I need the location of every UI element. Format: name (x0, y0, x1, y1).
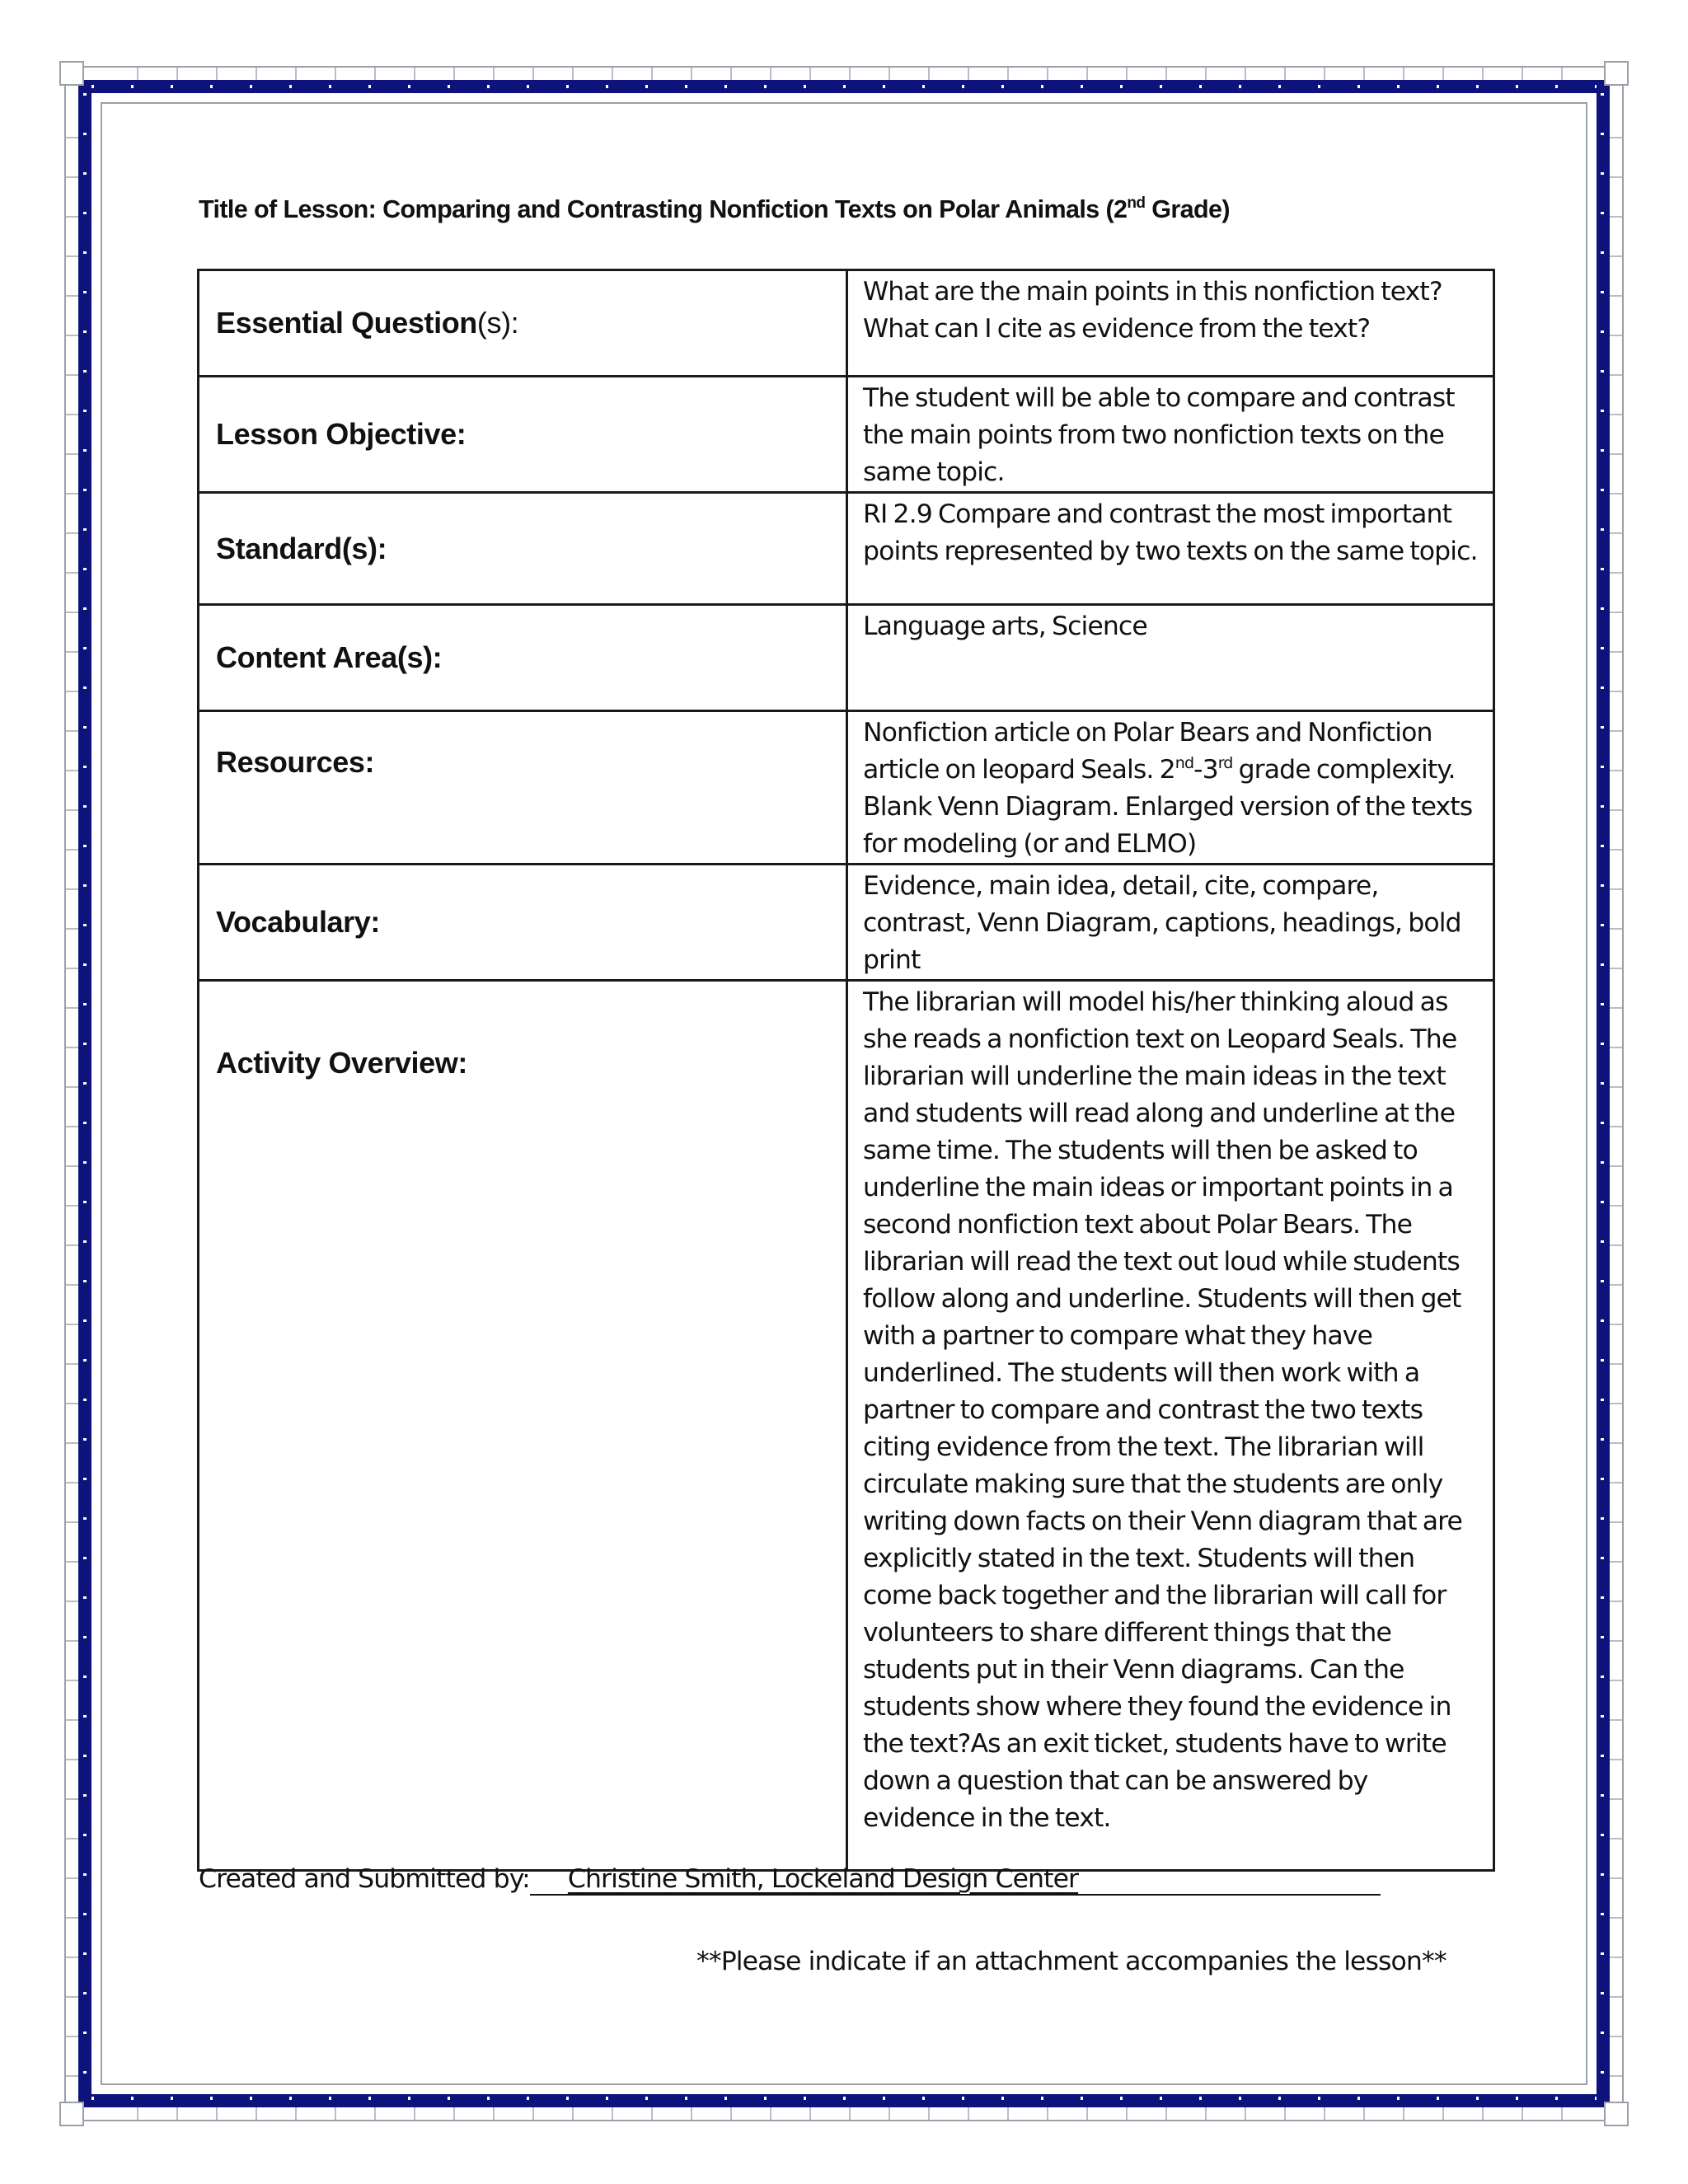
border-navy-dashes-bottom (91, 2097, 1597, 2100)
lesson-objective-value: The student will be able to compare and contrast the main points from two nonfiction texts on the same topic. (863, 383, 1455, 487)
created-by-label: Created and Submitted by: (199, 1864, 530, 1894)
content-areas-label: Content Area(s): (216, 640, 443, 674)
row-content-areas (199, 605, 1494, 711)
vocabulary-label-cell (199, 865, 847, 981)
row-vocabulary (199, 865, 1494, 981)
essential-question-value: What are the main points in this nonfiction text? What can I cite as evidence from the text? (863, 277, 1442, 344)
standards-label: Standard(s): (216, 531, 387, 565)
content-areas-label-cell (199, 605, 847, 711)
resources-value-cell (847, 711, 1494, 865)
border-corner-top-left (59, 61, 84, 86)
content-areas-value: Language arts, Science (863, 612, 1147, 641)
row-lesson-objective (199, 377, 1494, 493)
standards-value-cell (847, 493, 1494, 605)
resources-value: Nonfiction article on Polar Bears and Nonfiction article on leopard Seals. 2nd-3rd grade complexity. Blank Venn Diagram. Enlarged version of the texts for modeling (or and ELMO) (863, 718, 1473, 859)
activity-overview-label: Activity Overview: (216, 1046, 467, 1080)
lesson-title: Title of Lesson: Comparing and Contrasting Nonfiction Texts on Polar Animals (2nd Grade) (199, 194, 1230, 223)
row-resources (199, 711, 1494, 865)
content-areas-value-cell (847, 605, 1494, 711)
created-by-value: Christine Smith, Lockeland Design Center (567, 1864, 1079, 1894)
vocabulary-value: Evidence, main idea, detail, cite, compare, contrast, Venn Diagram, captions, headings, bold print (863, 871, 1461, 975)
border-navy-dashes-top (91, 85, 1597, 88)
vocabulary-label: Vocabulary: (216, 905, 380, 939)
border-corner-bottom-right (1604, 2102, 1629, 2126)
row-essential-question (199, 270, 1494, 377)
activity-overview-label-cell (199, 981, 847, 1871)
essential-question-label: Essential Question(s): (216, 306, 519, 340)
border-navy-dashes-right (1601, 93, 1604, 2094)
activity-overview-value-cell (847, 981, 1494, 1871)
standards-label-cell (199, 493, 847, 605)
border-navy-dashes-left (83, 93, 87, 2094)
row-standards (199, 493, 1494, 605)
essential-question-value-cell (847, 270, 1494, 377)
created-by-line (199, 1864, 1381, 1896)
lesson-objective-label-cell (199, 377, 847, 493)
resources-label: Resources: (216, 745, 375, 779)
attachment-note: **Please indicate if an attachment accompanies the lesson** (696, 1947, 1447, 1976)
activity-overview-value: The librarian will model his/her thinking aloud as she reads a nonfiction text on Leopard Seals. The librarian will underline the main ideas in the text and students will read along and underline at the same time. The students will then be asked to underline the main ideas or important points in a second nonfiction text about Polar Bears. The librarian will read the text out loud while students follow along and underline. Students will then get with a partner to compare what they have underlined. The students will then work with a partner to compare and contrast the two texts citing evidence from the text. The librarian will circulate making sure that the students are only writing down facts on their Venn diagram that are explicitly stated in the text. Students will then come back together and the librarian will call for volunteers to share different things that the students put in their Venn diagrams. Can the students show where they found the evidence in the text?As an exit ticket, students have to write down a question that can be answered by evidence in the text. (863, 987, 1462, 1833)
resources-label-cell (199, 711, 847, 865)
essential-question-label-cell (199, 270, 847, 377)
standards-value: RI 2.9 Compare and contrast the most important points represented by two texts on the same topic. (863, 499, 1478, 566)
lesson-objective-value-cell (847, 377, 1494, 493)
row-activity-overview (199, 981, 1494, 1871)
created-by-field[interactable] (530, 1864, 1381, 1896)
lesson-objective-label: Lesson Objective: (216, 417, 467, 451)
border-corner-bottom-left (59, 2102, 84, 2126)
border-corner-top-right (1604, 61, 1629, 86)
vocabulary-value-cell (847, 865, 1494, 981)
lesson-plan-table (197, 269, 1495, 1872)
